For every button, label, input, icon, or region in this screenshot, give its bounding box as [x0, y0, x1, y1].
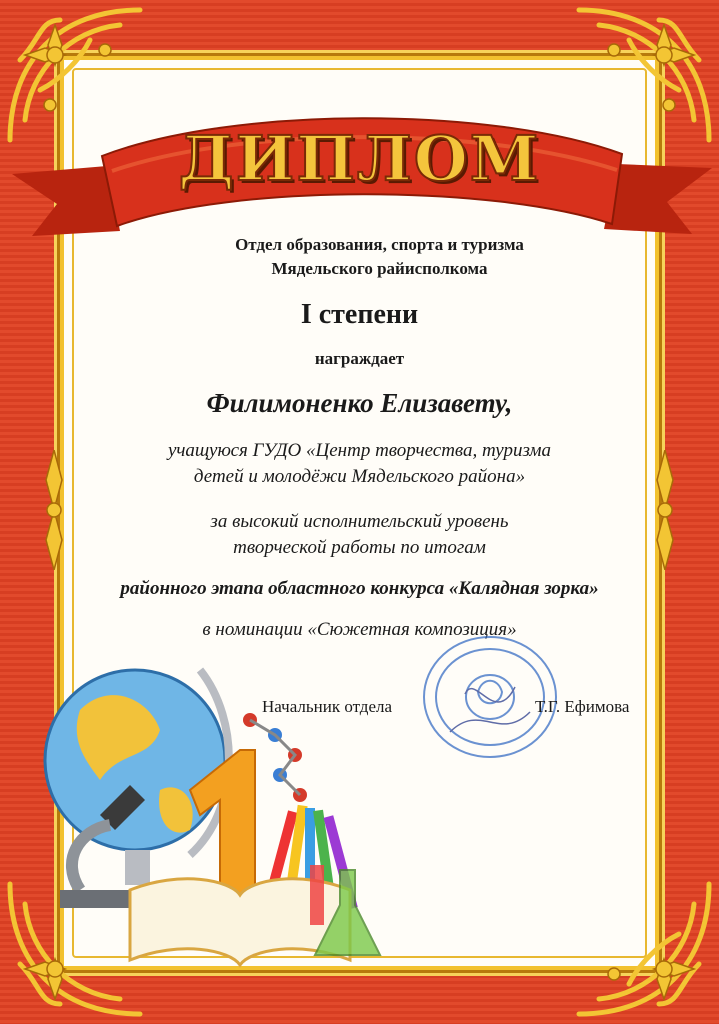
science-illustration: [40, 640, 400, 970]
organization-name: [0, 233, 719, 281]
organization-line-1: Отдел образования, спорта и туризма: [235, 235, 524, 254]
organization-line-2: Мядельского райисполкома: [271, 259, 488, 278]
award-degree: I степени: [300, 299, 419, 330]
student-description: [0, 438, 719, 490]
student-line-1: учащуюся ГУДО «Центр творчества, туризма: [167, 440, 552, 461]
recipient-name: Филимоненко Елизавету,: [206, 388, 513, 418]
signature-name: Т.Г. Ефимова: [535, 697, 630, 716]
signature-position: Начальник отдела: [262, 697, 393, 716]
reason-line-1: за высокий исполнительский уровень: [210, 511, 509, 532]
contest-name: районного этапа областного конкурса «Калядная зорка»: [120, 578, 599, 599]
corner-ornament-bottom-right: [569, 874, 719, 1024]
reason-line-2: творческой работы по итогам: [233, 537, 486, 558]
diploma-title: ДИПЛОМ: [178, 122, 541, 195]
awards-label: награждает: [314, 349, 405, 368]
nomination: в номинации «Сюжетная композиция»: [202, 619, 517, 640]
student-line-2: детей и молодёжи Мядельского района»: [193, 466, 526, 487]
award-reason: [0, 509, 719, 561]
